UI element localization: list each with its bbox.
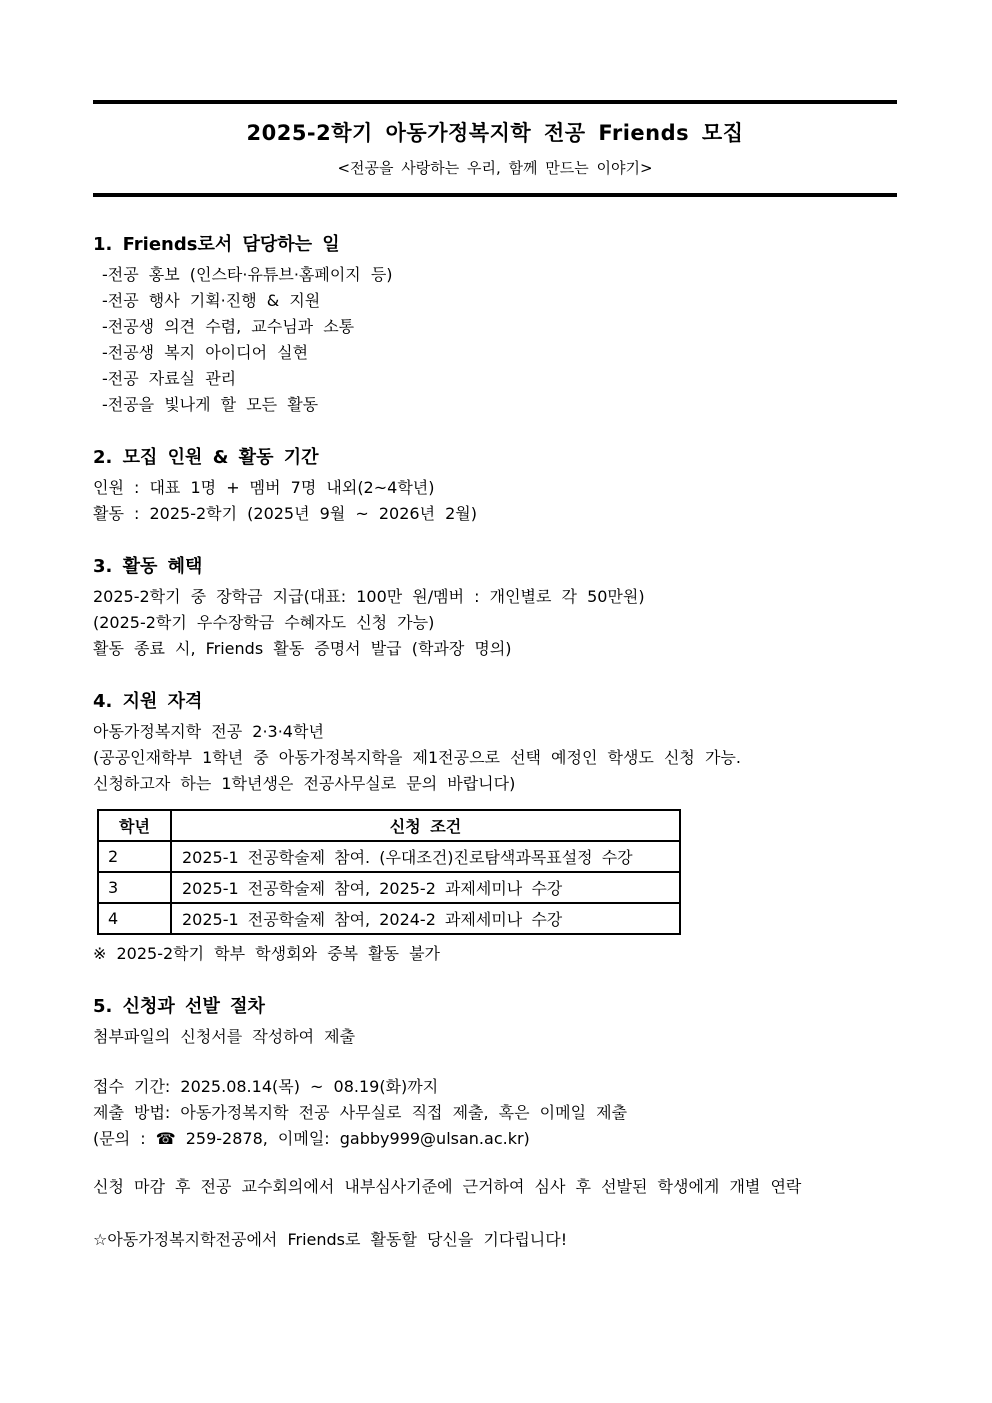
condition-cell: 2025-1 전공학술제 참여, 2025-2 과제세미나 수강 [171,872,680,903]
section-4-heading: 4. 지원 자격 [93,691,203,712]
grade-cell: 4 [98,903,171,934]
section-application [93,992,897,1253]
grade-cell: 3 [98,872,171,903]
benefit-scholarship-line: 2025-2학기 중 장학금 지급(대표: 100만 원/멤버 : 개인별로 각 50만원) [93,587,645,606]
duty-item: -전공 홍보 (인스타·유튜브·홈페이지 등) [102,265,393,284]
eligibility-line: (공공인재학부 1학년 중 아동가정복지학을 제1전공으로 선택 예정인 학생도 신청 가능. [93,748,741,767]
eligibility-line: 신청하고자 하는 1학년생은 전공사무실로 문의 바랍니다) [93,774,516,793]
bottom-rule [93,193,897,197]
submission-method-line: 제출 방법: 아동가정복지학 전공 사무실로 직접 제출, 혹은 이메일 제출 [93,1103,628,1122]
duty-item: -전공생 복지 아이디어 실현 [102,343,309,362]
submission-block [93,1074,897,1152]
submission-period-line: 접수 기간: 2025.08.14(목) ~ 08.19(화)까지 [93,1077,439,1096]
recruit-period-line: 활동 : 2025-2학기 (2025년 9월 ~ 2026년 2월) [93,504,477,523]
benefit-certificate-line: 활동 종료 시, Friends 활동 증명서 발급 (학과장 명의) [93,639,512,658]
application-intro-line: 첨부파일의 신청서를 작성하여 제출 [93,1027,356,1046]
duty-item: -전공을 빛나게 할 모든 활동 [102,395,319,414]
section-benefits [93,552,897,662]
doc-subtitle: <전공을 사랑하는 우리, 함께 만드는 이야기> [337,159,653,177]
section-3-heading: 3. 활동 혜택 [93,556,203,577]
table-row [98,903,680,934]
table-row [98,841,680,872]
benefit-eligible-line: (2025-2학기 우수장학금 수혜자도 신청 가능) [93,613,435,632]
condition-cell: 2025-1 전공학술제 참여, 2024-2 과제세미나 수강 [171,903,680,934]
review-process-line: 신청 마감 후 전공 교수회의에서 내부심사기준에 근거하여 심사 후 선발된 학생에게 개별 연락 [93,1177,802,1196]
duty-item: -전공 자료실 관리 [102,369,237,388]
duty-item: -전공 행사 기획·진행 & 지원 [102,291,321,310]
section-2-heading: 2. 모집 인원 & 활동 기간 [93,447,319,468]
recruit-headcount-line: 인원 : 대표 1명 + 멤버 7명 내외(2~4학년) [93,478,435,497]
title-block [93,104,897,193]
submission-contact-line: (문의 : ☎ 259-2878, 이메일: gabby999@ulsan.ac.kr) [93,1129,530,1148]
condition-cell: 2025-1 전공학술제 참여. (우대조건)진로탐색과목표설정 수강 [171,841,680,872]
table-header-row [98,810,680,841]
doc-title: 2025-2학기 아동가정복지학 전공 Friends 모집 [246,121,744,145]
section-1-heading: 1. Friends로서 담당하는 일 [93,234,340,255]
eligibility-table [97,809,681,935]
section-eligibility [93,687,897,967]
grade-column-header: 학년 [98,810,171,841]
condition-column-header: 신청 조건 [171,810,680,841]
duty-item: -전공생 의견 수렴, 교수님과 소통 [102,317,355,336]
closing-line: ☆아동가정복지학전공에서 Friends로 활동할 당신을 기다립니다! [93,1230,568,1249]
grade-cell: 2 [98,841,171,872]
table-row [98,872,680,903]
eligibility-note: ※ 2025-2학기 학부 학생회와 중복 활동 불가 [93,944,440,963]
eligibility-line: 아동가정복지학 전공 2·3·4학년 [93,722,324,741]
section-recruit-info [93,443,897,527]
duties-list [93,262,897,418]
section-5-heading: 5. 신청과 선발 절차 [93,996,265,1017]
section-duties [93,230,897,418]
